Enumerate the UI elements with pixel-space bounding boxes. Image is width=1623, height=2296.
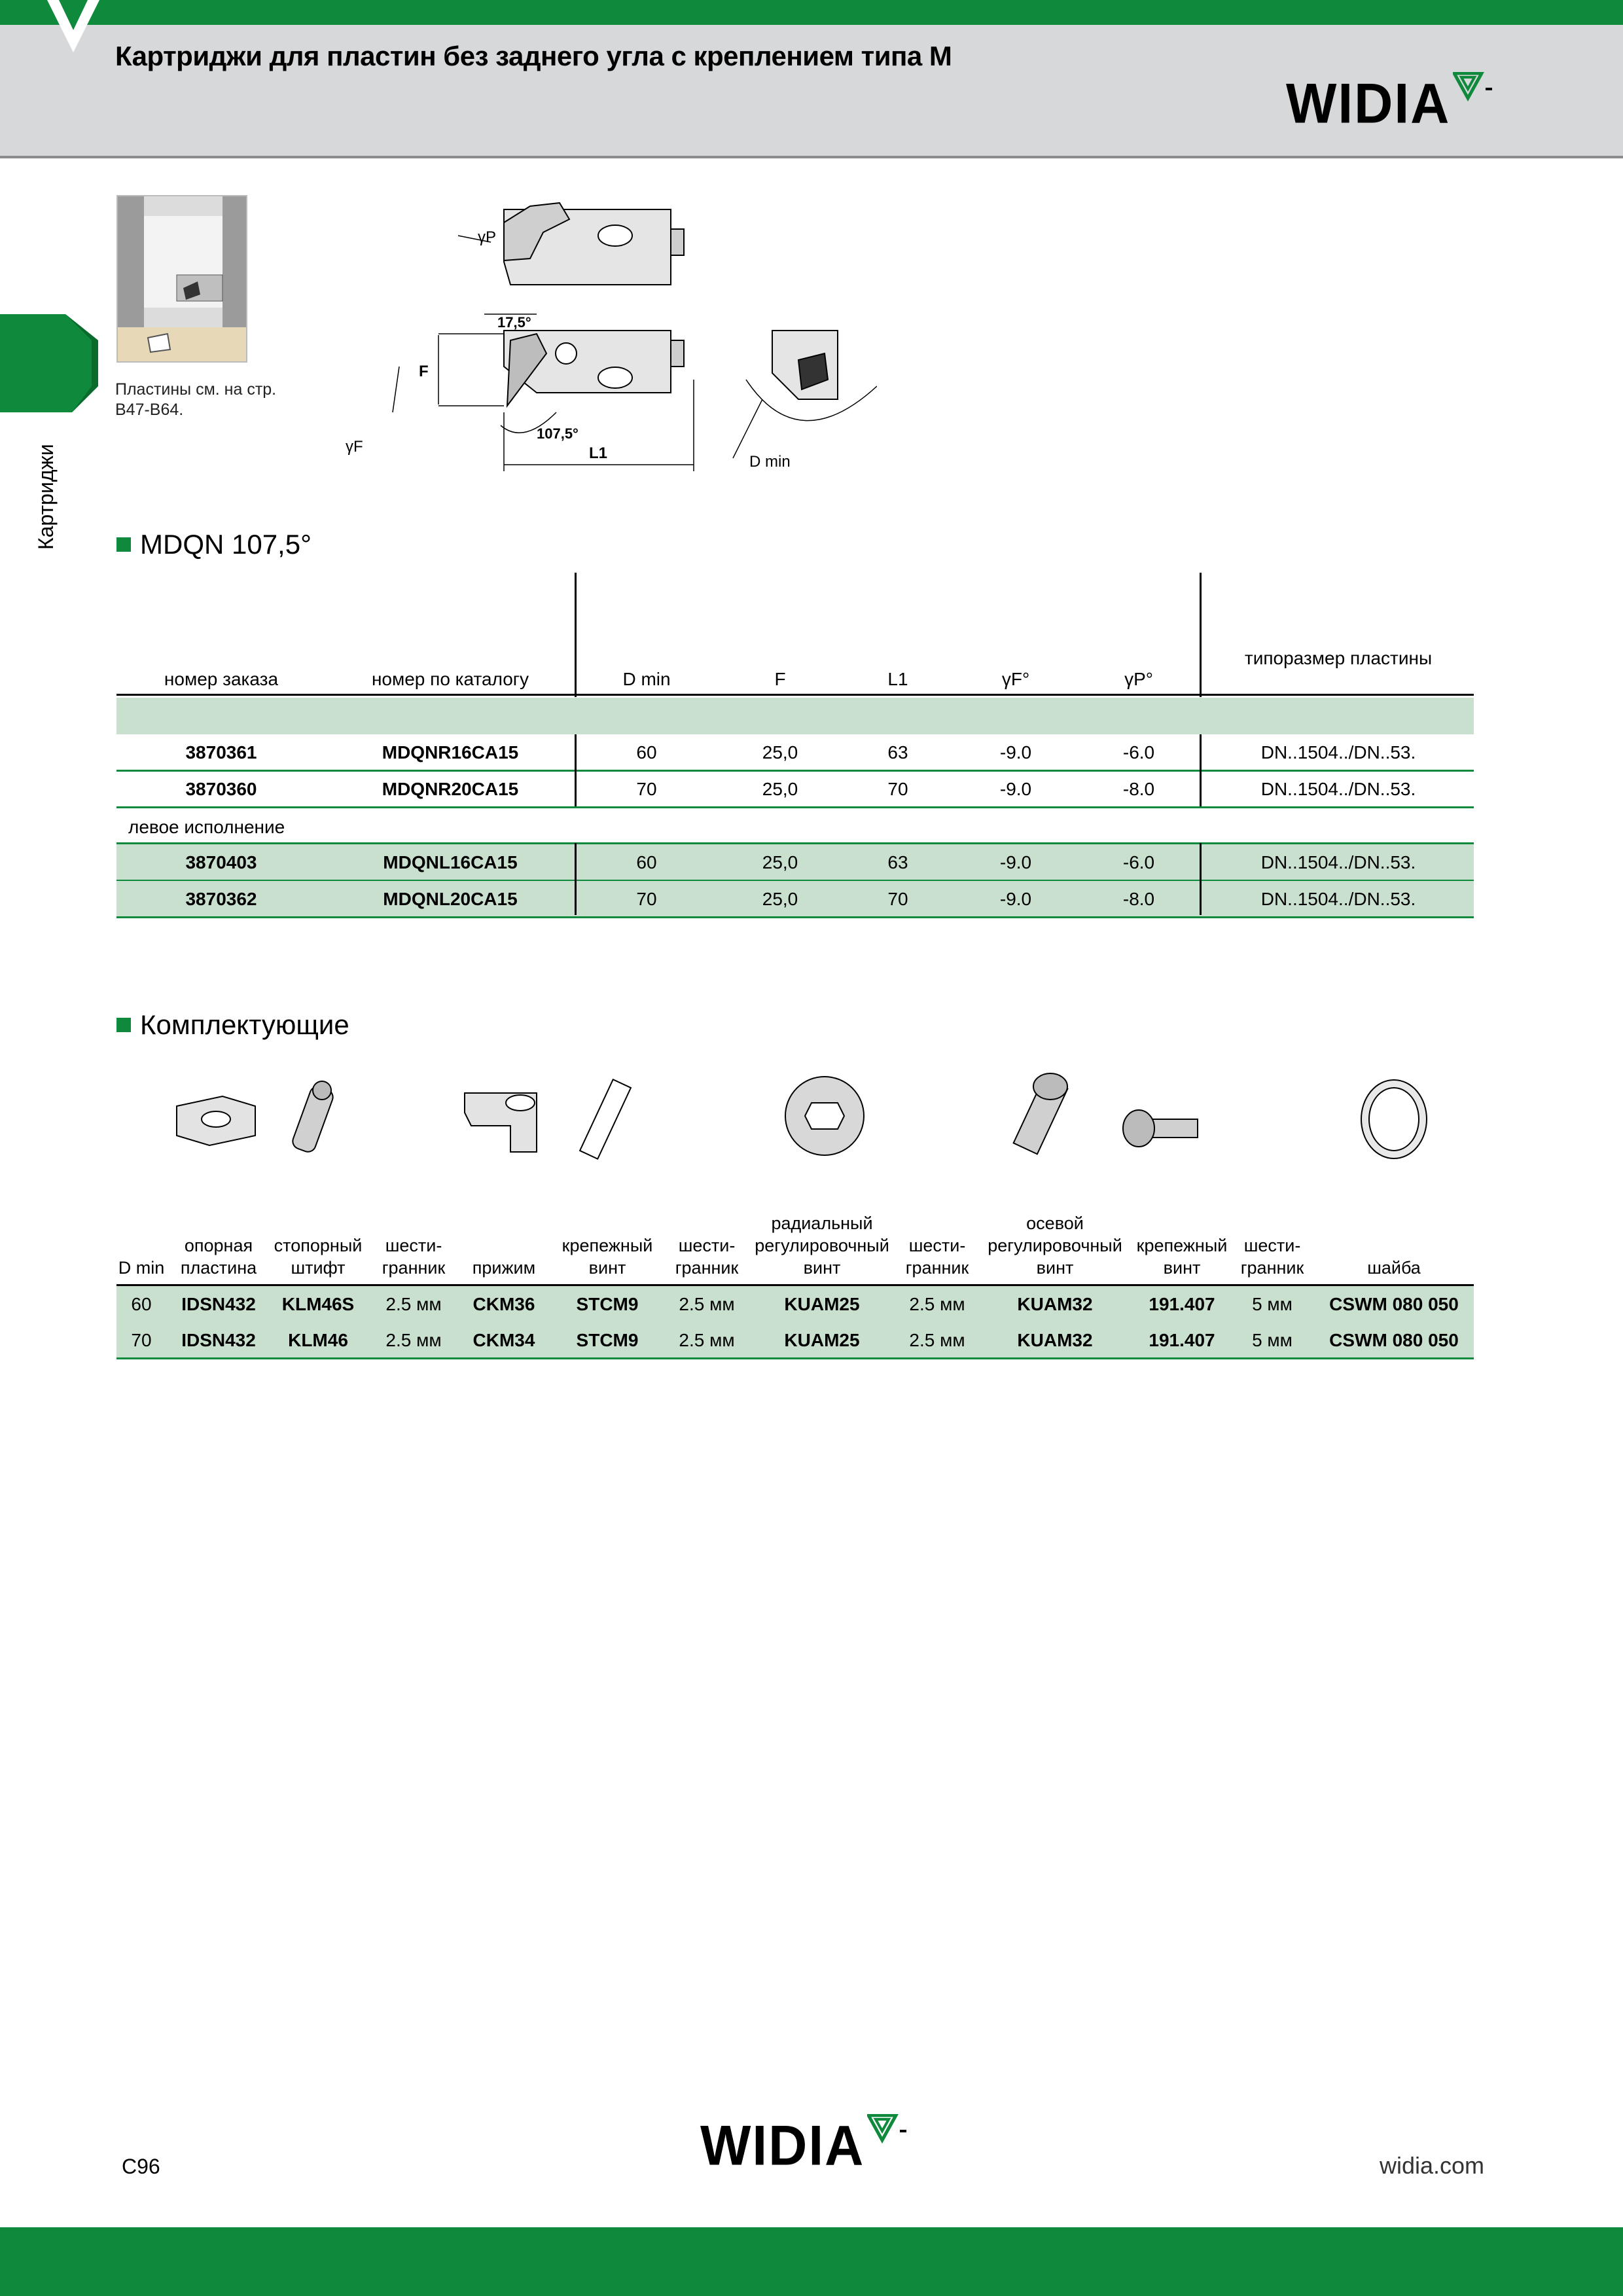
table-header-cell: D min [118, 1258, 165, 1278]
section-accessories-label: Комплектующие [140, 1009, 349, 1040]
label-angle-107-5: 107,5° [537, 425, 579, 442]
table-cell: CSWM 080 050 [1329, 1330, 1459, 1350]
table-cell: 2.5 мм [909, 1330, 965, 1350]
washer-icon [1361, 1080, 1427, 1158]
table-cell: DN..1504../DN..53. [1260, 889, 1416, 909]
table-cell: -8.0 [1122, 779, 1155, 799]
table-cell: 25,0 [762, 889, 798, 909]
table-cell: -6.0 [1122, 742, 1155, 762]
table-cell: 2.5 мм [909, 1294, 965, 1314]
table-cell: 70 [887, 779, 908, 799]
page-title: Картриджи для пластин без заднего угла с креплением типа M [115, 41, 952, 71]
table-cell: MDQNR16CA15 [382, 742, 519, 762]
table-header-cell: регулировочный [988, 1236, 1122, 1255]
widia-logo [1286, 72, 1499, 135]
widia-triangle-icon [1453, 72, 1499, 111]
label-angle-17-5: 17,5° [497, 314, 531, 331]
lock-pin-icon [291, 1081, 335, 1154]
table-cell: 3870362 [185, 889, 257, 909]
table-cell: CSWM 080 050 [1329, 1294, 1459, 1314]
table-cell: CKM34 [473, 1330, 535, 1350]
table-cell: 2.5 мм [679, 1294, 735, 1314]
table-header-cell: γP° [1124, 669, 1153, 689]
table-header-cell: осевой [1026, 1213, 1084, 1233]
vertical-rule [1200, 573, 1202, 697]
green-square-icon [116, 1018, 131, 1032]
table-cell: 3870360 [185, 779, 257, 799]
table-header-cell: гранник [905, 1258, 969, 1278]
table-header-cell: шести- [1243, 1236, 1301, 1255]
table-cell: -6.0 [1122, 852, 1155, 872]
section-mdqn-title [116, 529, 312, 560]
label-d-min: D min [749, 453, 791, 471]
bottom-green-bar [0, 2227, 1623, 2296]
table-header-cell: шести- [385, 1236, 442, 1255]
table-header-cell: шайба [1367, 1258, 1421, 1278]
footer-widia-logo [700, 2114, 913, 2178]
table-cell: 60 [131, 1294, 152, 1314]
table-header-cell: винт [803, 1258, 841, 1278]
table-cell: MDQNR20CA15 [382, 779, 519, 799]
table-header-cell: крепежный [562, 1236, 653, 1255]
side-tab-label: Картриджи [34, 444, 58, 550]
table-cell: 3870361 [185, 742, 257, 762]
table-cell: 60 [636, 742, 657, 762]
vertical-rule [1200, 843, 1202, 915]
axial-screw-icon [1014, 1073, 1068, 1154]
table-header-cell: гранник [675, 1258, 739, 1278]
cartridge-photo [116, 195, 247, 363]
support-pad-icon [177, 1096, 255, 1145]
table-cell: 63 [887, 852, 908, 872]
fixing-screw-icon [1123, 1110, 1198, 1147]
table-header-cell: гранник [382, 1258, 446, 1278]
table-cell: IDSN432 [181, 1330, 256, 1350]
vertical-rule [1200, 734, 1202, 806]
logo-wordmark: WIDIA [1286, 72, 1451, 135]
row-rule [116, 916, 1474, 918]
table-header-cell: типоразмер пластины [1244, 648, 1433, 668]
row-rule [116, 770, 1474, 772]
table-cell: 191.407 [1149, 1330, 1215, 1350]
table-header-cell: F [774, 669, 786, 689]
table-header-cell: D min [622, 669, 671, 689]
vertical-rule [575, 734, 577, 806]
table-cell: 191.407 [1149, 1294, 1215, 1314]
table-cell: KUAM32 [1017, 1294, 1093, 1314]
table-header-cell: шести- [908, 1236, 966, 1255]
table-header-cell: стопорный [274, 1236, 363, 1255]
table-cell: KLM46 [288, 1330, 348, 1350]
table-cell: 60 [636, 852, 657, 872]
table-cell: STCM9 [576, 1294, 639, 1314]
website-link[interactable]: widia.com [1380, 2152, 1485, 2179]
table-cell: IDSN432 [181, 1294, 256, 1314]
green-square-icon [116, 537, 131, 552]
clamp-icon [465, 1093, 537, 1152]
table-header-cell: винт [1036, 1258, 1074, 1278]
table-cell: 2.5 мм [385, 1330, 442, 1350]
label-f: F [419, 363, 429, 380]
section-accessories-title [116, 1009, 349, 1041]
table-cell: 70 [887, 889, 908, 909]
table-cell: 70 [131, 1330, 152, 1350]
table-header-cell: L1 [887, 669, 908, 689]
table-cell: MDQNL16CA15 [383, 852, 518, 872]
table-cell: CKM36 [473, 1294, 535, 1314]
table-header-cell: радиальный [771, 1213, 873, 1233]
table-cell: DN..1504../DN..53. [1260, 779, 1416, 799]
table-cell: 3870403 [185, 852, 257, 872]
table-header-cell: крепежный [1136, 1236, 1228, 1255]
table-cell: 25,0 [762, 742, 798, 762]
table-header-cell: опорная [184, 1236, 253, 1255]
vertical-rule [575, 573, 577, 697]
table-cell: -9.0 [999, 779, 1032, 799]
header-rule [116, 694, 1474, 696]
inserts-reference-note: Пластины см. на стр. B47-B64. [115, 380, 277, 419]
side-tab-marker [0, 314, 98, 412]
table-cell: 2.5 мм [385, 1294, 442, 1314]
table-cell: 5 мм [1252, 1294, 1293, 1314]
vertical-rule [575, 843, 577, 915]
table-header-cell: гранник [1240, 1258, 1304, 1278]
corner-notch-green [59, 0, 88, 30]
table-cell: KUAM25 [784, 1294, 860, 1314]
table-cell: 70 [636, 779, 657, 799]
table-header-cell: пластина [180, 1258, 257, 1278]
table-cell: STCM9 [576, 1330, 639, 1350]
table-header-cell: номер по каталогу [371, 669, 529, 689]
table-header-cell: шести- [678, 1236, 736, 1255]
table-header-cell: номер заказа [164, 669, 279, 689]
table-cell: KUAM32 [1017, 1330, 1093, 1350]
table-cell: -8.0 [1122, 889, 1155, 909]
table-cell: 25,0 [762, 852, 798, 872]
table-cell: -9.0 [999, 889, 1032, 909]
top-green-bar [0, 0, 1623, 25]
row-rule [116, 806, 1474, 808]
label-gamma-p: γP [478, 228, 497, 246]
table-header-cell: винт [588, 1258, 626, 1278]
table-cell: KLM46S [281, 1294, 355, 1314]
table-cell: 70 [636, 889, 657, 909]
table-header-cell: γF° [1001, 669, 1030, 689]
footer-logo-wordmark: WIDIA [700, 2114, 865, 2178]
table-cell: KUAM25 [784, 1330, 860, 1350]
widia-triangle-icon [867, 2114, 913, 2153]
table-header-cell: регулировочный [755, 1236, 889, 1255]
table-header-cell: прижим [472, 1258, 536, 1278]
table-cell: -9.0 [999, 852, 1032, 872]
adjusting-screw-icon [785, 1077, 864, 1155]
technical-drawing [340, 183, 877, 484]
table-cell: 63 [887, 742, 908, 762]
row-rule [116, 1357, 1474, 1359]
accessory-illustrations [170, 1067, 1479, 1172]
table-cell: DN..1504../DN..53. [1260, 742, 1416, 762]
clamp-screw-icon [580, 1079, 631, 1158]
table-cell: 2.5 мм [679, 1330, 735, 1350]
page-number: C96 [122, 2155, 160, 2178]
group-label: левое исполнение [128, 817, 285, 837]
section-mdqn-label: MDQN 107,5° [140, 529, 312, 560]
table-cell: DN..1504../DN..53. [1260, 852, 1416, 872]
table-header-cell: штифт [291, 1258, 346, 1278]
table-cell: -9.0 [999, 742, 1032, 762]
label-gamma-f: γF [346, 438, 363, 456]
row-band [116, 698, 1474, 734]
table-cell: 25,0 [762, 779, 798, 799]
table-cell: MDQNL20CA15 [383, 889, 518, 909]
table-cell: 5 мм [1252, 1330, 1293, 1350]
label-l1: L1 [589, 444, 608, 462]
table-header-cell: винт [1163, 1258, 1201, 1278]
